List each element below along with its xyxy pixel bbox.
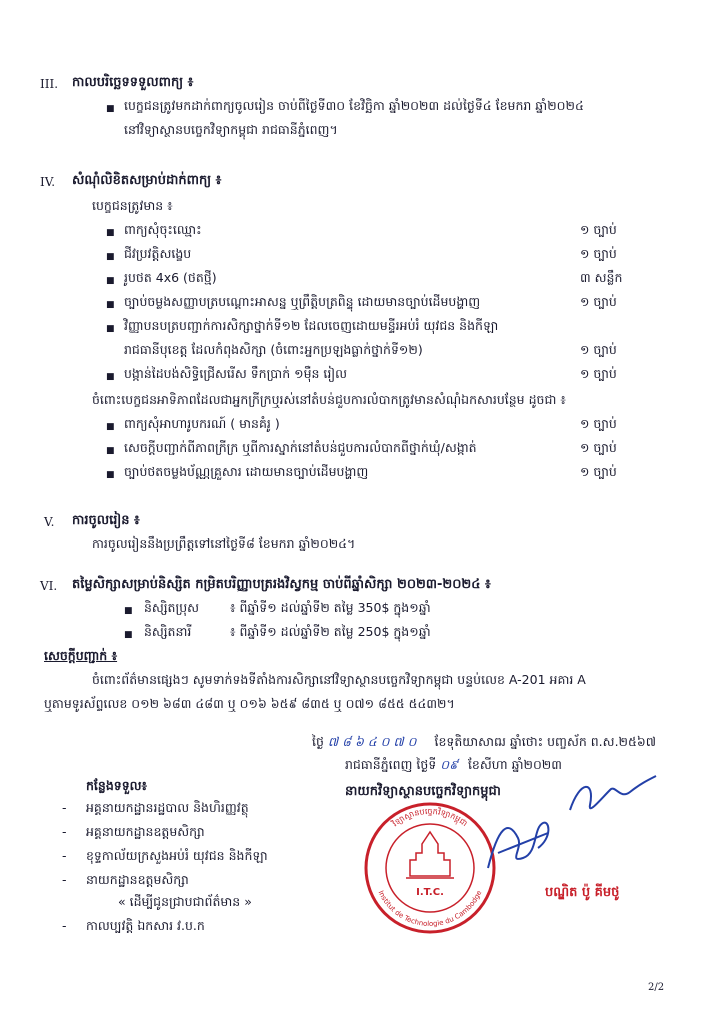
recipient-item-last: កាលប្បវត្តិ ឯកសារ វ.ប.ក [86, 918, 205, 933]
section-4-extra-intro: ចំពោះបេក្ខជនអាទិភាពដែលជាអ្នកក្រីក្រឬរស់នៅតំបន់ជួបការលំបាកត្រូវមានសំណុំឯកសារបន្ថែម ដូចជា ៖ [92, 392, 566, 407]
note-title: សេចក្ដីបញ្ជាក់ ៖ [44, 648, 118, 663]
extra-document-item-quantity: ១ ច្បាប់ [580, 416, 617, 431]
bullet-icon: ■ [106, 104, 115, 114]
document-item: វិញ្ញាបនបត្របញ្ជាក់ការសិក្សាថ្នាក់ទី១២ ដែលចេញដោយមន្ទីរអប់រំ យុវជន និងកីឡា [124, 318, 499, 333]
section-3-line-1: បេក្ខជនត្រូវមកដាក់ពាក្យចូលរៀន ចាប់ពីថ្ងៃទី៣០ ខែវិច្ឆិកា ឆ្នាំ២០២៣ ដល់ថ្ងៃទី៤ ខែមករា ឆ្នាំ២០២៤ [124, 98, 584, 113]
document-item-quantity: ៣ សន្លឹក [580, 270, 623, 285]
initials-signature-icon [560, 770, 660, 830]
document-item: ជីវប្រវត្តិសង្ខេប [124, 246, 192, 261]
lunar-date [312, 734, 656, 753]
section-5-line: ការចូលរៀននឹងប្រព្រឹត្តទៅនៅថ្ងៃទី៨ ខែមករា ឆ្នាំ២០២៤។ [92, 536, 356, 551]
section-3-number: III. [40, 77, 59, 91]
bullet-icon: ■ [106, 228, 115, 238]
document-item-continued: រាជធានីបុខេត្ត ដែលកំពុងសិក្សា (ចំពោះអ្នកប្រឡងធ្លាក់ថ្នាក់ទី១២) [124, 342, 423, 357]
bullet-icon: ■ [124, 630, 133, 640]
bullet-icon: ■ [106, 324, 115, 334]
section-4-intro: បេក្ខជនត្រូវមាន ៖ [92, 198, 173, 213]
fee-female-label: និស្សិតនារី [144, 624, 192, 639]
handwritten-signature-icon [478, 808, 558, 878]
document-item: ពាក្យសុំចុះឈ្មោះ [124, 222, 202, 237]
stamp-center-text: I.T.C. [416, 887, 444, 898]
recipient-dash: - [62, 800, 67, 815]
recipient-item: អគ្គនាយកដ្ឋានរដ្ឋបាល និងហិរញ្ញវត្ថុ [86, 800, 249, 815]
extra-document-item-quantity: ១ ច្បាប់ [580, 464, 617, 479]
section-4-number: IV. [40, 175, 56, 189]
solar-date-rest: ខែសីហា ឆ្នាំ២០២៣ [467, 757, 562, 772]
signer-name: បណ្ឌិត ប៉ូ គីមថូ [545, 885, 620, 900]
bullet-icon: ■ [106, 252, 115, 262]
bullet-icon: ■ [106, 470, 115, 480]
lunar-date-handwritten: ៧ ៨ ៦ ៤ ០ ៧ ០ [327, 734, 417, 749]
extra-document-item: ច្បាប់ថតចម្លងប័ណ្ណគ្រួសារ ដោយមានច្បាប់ដើមបង្ហាញ [124, 464, 369, 479]
recipients-note: « ដើម្បីជូនជ្រាបជាព័ត៌មាន » [118, 894, 252, 909]
solar-date [345, 757, 562, 776]
page-number: 2/2 [648, 982, 665, 993]
stamp-bottom-text: Institut de Technologie du Cambodge [376, 889, 484, 929]
note-line-2: ឬតាមទូរស័ព្ទលេខ ០១២ ៦៨៣ ៤៨៣ ឬ ០១៦ ៦៥៩ ៨៣៥ ឬ ០៧១ ៨៥៥ ៥៤៣២។ [44, 696, 455, 711]
document-item: បង្កាន់ដៃបង់សិទ្ធិជ្រើសរើស ទឹកប្រាក់ ១ម៉ឺន រៀល [124, 366, 347, 381]
solar-date-handwritten: ០៩ [440, 757, 458, 772]
recipients-title: កន្លែងទទួល៖ [86, 778, 148, 793]
bullet-icon: ■ [106, 446, 115, 456]
recipient-item: អគ្គនាយកដ្ឋានឧត្តមសិក្សា [86, 824, 205, 839]
section-3-title: កាលបរិច្ឆេទទទួលពាក្យ ៖ [72, 75, 194, 90]
extra-document-item-quantity: ១ ច្បាប់ [580, 440, 617, 455]
extra-document-item: សេចក្ដីបញ្ជាក់ពីភាពក្រីក្រ ឬពីការស្នាក់នៅតំបន់ជួបការលំបាកពីថ្នាក់ឃុំ/សង្កាត់ [124, 440, 477, 455]
extra-document-item: ពាក្យសុំអាហារូបករណ៍ ( មានគំរូ ) [124, 416, 280, 431]
section-5-title: ការចូលរៀន ៖ [72, 513, 140, 528]
note-line-1: ចំពោះព័ត៌មានផ្សេងៗ សូមទាក់ទងទីតាំងការសិក្សានៅវិទ្យាស្ថានបច្ចេកវិទ្យាកម្ពុជា បន្ទប់លេខ A-201 អគារ A [92, 672, 586, 687]
document-item-quantity: ១ ច្បាប់ [580, 246, 617, 261]
recipient-item: ខុទ្ទកាល័យក្រសួងអប់រំ យុវជន និងកីឡា [86, 848, 268, 863]
document-item-quantity: ១ ច្បាប់ [580, 222, 617, 237]
signer-organization: នាយកវិទ្យាស្ថានបច្ចេកវិទ្យាកម្ពុជា [345, 784, 501, 799]
solar-date-prefix: រាជធានីភ្នំពេញ ថ្ងៃទី [345, 757, 437, 772]
document-item: ច្បាប់ចម្លងសញ្ញាបត្របណ្ដោះអាសន្ន ឬព្រឹត្តិបត្រពិន្ទុ ដោយមានច្បាប់ដើមបង្ហាញ [124, 294, 481, 309]
fee-female-value: ៖ ពីឆ្នាំទី១ ដល់ឆ្នាំទី២ តម្លៃ 250$ ក្នុង១ឆ្នាំ [230, 624, 431, 639]
document-item: រូបថត 4x6 (ថតថ្មី) [124, 270, 217, 285]
bullet-icon: ■ [106, 300, 115, 310]
section-3-line-2: នៅវិទ្យាស្ថានបច្ចេកវិទ្យាកម្ពុជា រាជធានីភ្នំពេញ។ [124, 122, 338, 137]
document-item-quantity: ១ ច្បាប់ [580, 294, 617, 309]
recipient-item: នាយកដ្ឋានឧត្តមសិក្សា [86, 872, 189, 887]
recipient-dash: - [62, 848, 67, 863]
recipient-dash: - [62, 918, 67, 933]
stamp-top-text: វិទ្យាស្ថានបច្ចេកវិទ្យាកម្ពុជា [390, 806, 470, 829]
section-5-number: V. [44, 515, 55, 529]
fee-male-label: និស្សិតប្រុស [144, 600, 200, 615]
bullet-icon: ■ [106, 372, 115, 382]
section-6-title: តម្លៃសិក្សាសម្រាប់និស្សិត កម្រិតបរិញ្ញាបត្ររងវិស្វកម្ម ចាប់ពីឆ្នាំសិក្សា ២០២៣-២០២៤ ៖ [72, 577, 491, 592]
section-4-title: សំណុំលិខិតសម្រាប់ដាក់ពាក្យ ៖ [72, 173, 222, 188]
lunar-date-prefix: ថ្ងៃ [312, 734, 324, 749]
bullet-icon: ■ [124, 606, 133, 616]
lunar-date-rest: ខែទុតិយាសាឍ ឆ្នាំថោះ បញ្ចស័ក ព.ស.២៥៦៧ [434, 734, 656, 749]
bullet-icon: ■ [106, 422, 115, 432]
recipient-dash: - [62, 824, 67, 839]
recipient-dash: - [62, 872, 67, 887]
fee-male-value: ៖ ពីឆ្នាំទី១ ដល់ឆ្នាំទី២ តម្លៃ 350$ ក្នុង១ឆ្នាំ [230, 600, 431, 615]
document-item-quantity: ១ ច្បាប់ [580, 342, 617, 357]
document-item-quantity: ១ ច្បាប់ [580, 366, 617, 381]
bullet-icon: ■ [106, 276, 115, 286]
section-6-number: VI. [40, 579, 58, 593]
